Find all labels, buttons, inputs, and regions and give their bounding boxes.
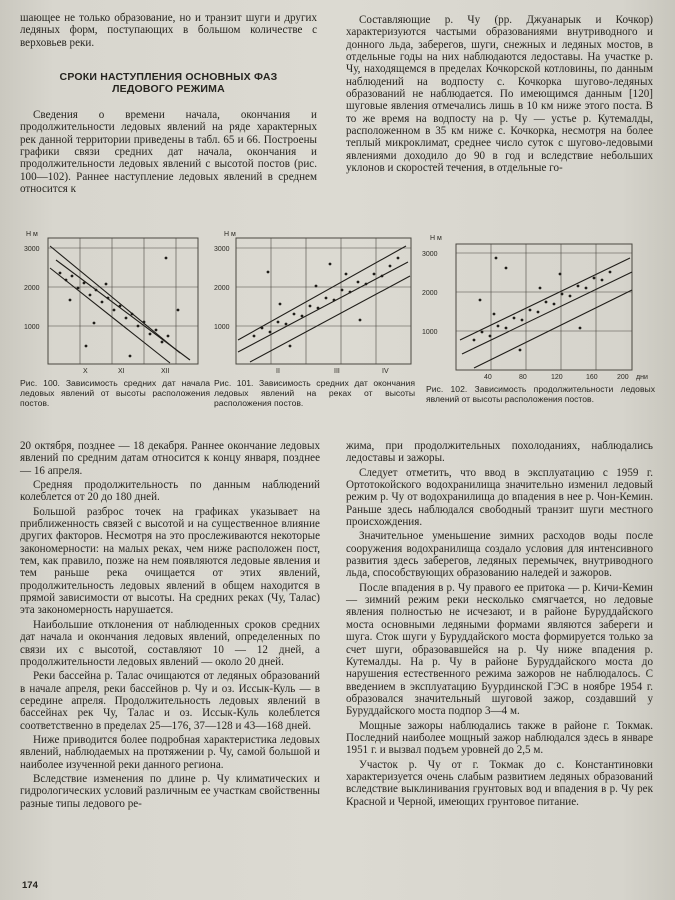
figure-101-graph: [210, 228, 415, 378]
x-tick: 200: [617, 374, 629, 381]
y-tick: 3000: [24, 246, 40, 253]
y-tick: 2000: [214, 285, 230, 292]
x-unit: дни: [636, 374, 648, 381]
y-unit: Н м: [26, 231, 38, 238]
y-tick: 2000: [24, 285, 40, 292]
x-tick: 40: [484, 374, 492, 381]
x-tick: 160: [586, 374, 598, 381]
paragraph: Большой разброс точек на графиках указывает на приближенность связей с высотой и на существенное влияние других факторов. Несмотря на это прослеживаются некоторые закономерности: на малых реках, чем ниже расположен пост, тем, как правило, позже на нем появляются ледовые явления и тем раньше река очищается от этих явлений, продолжительность ледовых явлений в общем находится в прямой зависимости от высоты. На средних реках (Чу, Талас) эта закономерность нарушается.: [20, 505, 320, 617]
paragraph: Следует отметить, что ввод в эксплуатацию с 1959 г. Ортотокойского водохранилища значительно изменил ледовый режим р. Чу от водохранилища до впадения в нее р. Чон-Кемин. Раньше здесь наблюдался свободный транзит шуги местного происхождения.: [346, 466, 653, 529]
regression-lines: [238, 246, 410, 362]
y-tick: 1000: [422, 329, 438, 336]
y-tick: 3000: [422, 251, 438, 258]
paragraph: Значительное уменьшение зимних расходов воды после сооружения водохранилища создало условия для интенсивного развития здесь заберегов, ледяных перемычек, внутриводного льда, способствующих образованию наледей и зажоров.: [346, 530, 653, 580]
x-tick: 120: [551, 374, 563, 381]
regression-lines: [50, 246, 190, 363]
paragraph: Средняя продолжительность по данным наблюдений колеблется от 20 до 180 дней.: [20, 479, 320, 504]
y-tick: 2000: [422, 290, 438, 297]
paragraph: жима, при продолжительных похолоданиях, наблюдались ледоставы и зажоры.: [346, 440, 653, 465]
paragraph: После впадения в р. Чу правого ее притока — р. Кичи-Кемин — зимний режим реки несколько смягчается, но ледовые явления полностью не исчезают, и в районе Буруддайского моста основными ледяными формами являются забереги и шуга. Сток шуги у Буруддайского моста формируется только за счет шуги, образовавшейся на р. Чу ниже впадения р. Кутемалды. На р. Чу в районе Буруддайского моста до нарушения естественного режима зажоров не наблюдалось. С введением в эксплуатацию Буурдинской ГЭС в ноябре 1954 г. образовался значительный шуговой зажор, создавший у Буруддайского моста подпор 3—4 м.: [346, 581, 653, 718]
x-tick: IV: [382, 368, 389, 375]
figure-caption: Рис. 100. Зависимость средних дат начала ледовых явлений от высоты расположения постов.: [20, 378, 210, 408]
figure-100-graph: [20, 228, 210, 378]
paragraph: Вследствие изменения по длине р. Чу климатических и гидрологических условий различным ее участкам свойственны разные типы ледового ре-: [20, 772, 320, 810]
paragraph: Сведения о времени начала, окончания и продолжительности ледовых явлений на ряде характерных рек данной территории приведены в табл. 65 и 66. Построены графики связи средних дат начала, окончания и продолжительности ледовых явлений с высотой постов (рис. 100—102). Раннее наступление ледовых явлений в среднем относится к: [20, 109, 317, 196]
section-title: СРОКИ НАСТУПЛЕНИЯ ОСНОВНЫХ ФАЗ ЛЕДОВОГО РЕЖИМА: [59, 71, 278, 96]
figure-caption: Рис. 101. Зависимость средних дат окончания ледовых явлений на реках от высоты расположения постов.: [214, 378, 415, 408]
paragraph: Составляющие р. Чу (рр. Джуанарык и Кочкор) характеризуются частыми образованиями внутриводного и донного льда, заберегов, шуги, снежных и ледяных мостов, в отдельные годы на них наблюдаются ледоставы. На участке р. Чу, находящемся в пределах Кочкорской котловины, по данным наблюдений на водпосту с. Кочкорка шугово-ледяных образований не наблюдается. По имеющимся данным [120] шуговые явления отмечались лишь в 10 км ниже этого поста. В то же время на водпосту на р. Чу — устье р. Кутемалды, расположенном в 35 км ниже с. Кочкорка, несмотря на более теплый микроклимат, среднее число суток с шугово-ледовыми явлениями доходило до 90 в год и вследствие небольших уклонов и скоростей течения, в отдельные го-: [346, 14, 653, 175]
x-tick: XII: [161, 368, 170, 375]
figure-102-graph: [420, 228, 655, 388]
paragraph: Участок р. Чу от г. Токмак до с. Константиновки характеризуется очень слабым развитием ледяных образований вследствие выклинивания грунтовых вод и впадения в р. Чу рек Красной и Черной, имеющих грунтовое питание.: [346, 758, 653, 808]
x-tick: 80: [519, 374, 527, 381]
paragraph: шающее не только образование, но и транзит шуги и других ледяных форм, поступающих в большом количестве с верховьев реки.: [20, 12, 317, 49]
y-unit: Н м: [224, 231, 236, 238]
paragraph: Ниже приводится более подробная характеристика ледовых явлений, наблюдаемых на протяжении р. Чу, самой большой и наиболее изученной реки данного региона.: [20, 733, 320, 771]
y-tick: 3000: [214, 246, 230, 253]
top-right-column: [346, 14, 653, 176]
y-unit: Н м: [430, 235, 442, 242]
top-left-column: [20, 12, 317, 197]
x-tick: X: [83, 368, 88, 375]
bottom-right-column: [346, 440, 653, 810]
paragraph: Реки бассейна р. Талас очищаются от ледяных образований в начале апреля, реки бассейнов р. Чу и оз. Иссык-Куль — в середине апреля. Продолжительность ледовых явлений в бассейнах рек Чу, Талас и оз. Иссык-Куль колеблется соответственно в пределах 25—176, 37—128 и 43—168 дней.: [20, 670, 320, 732]
figure-102: [420, 228, 655, 404]
data-points: [473, 257, 612, 352]
paragraph: Наибольшие отклонения от наблюденных сроков средних дат начала и окончания ледовых явлений, определенных по связи их с высотой, составляют 10 — 12 дней, а продолжительности ледовых явлений — около 20 дней.: [20, 618, 320, 668]
paragraph: Мощные зажоры наблюдались также в районе г. Токмак. Последний наиболее мощный зажор наблюдался здесь в январе 1951 г. и вызвал подъем уровней до 2,5 м.: [346, 719, 653, 757]
figure-100: [20, 228, 210, 408]
x-tick: III: [334, 368, 340, 375]
x-tick: II: [276, 368, 280, 375]
paragraph: 20 октября, позднее — 18 декабря. Раннее окончание ледовых явлений по средним датам относится к концу января, позднее — 16 апреля.: [20, 440, 320, 477]
y-tick: 1000: [214, 324, 230, 331]
figure-101: [210, 228, 415, 408]
regression-lines: [460, 258, 632, 368]
page-number: 174: [22, 880, 38, 891]
bottom-left-column: [20, 440, 320, 812]
y-tick: 1000: [24, 324, 40, 331]
figure-caption: Рис. 102. Зависимость продолжительности ледовых явлений от высоты расположения постов.: [426, 384, 655, 404]
grid: [236, 238, 411, 364]
grid: [456, 244, 632, 370]
x-tick: XI: [118, 368, 125, 375]
data-points: [253, 257, 400, 348]
